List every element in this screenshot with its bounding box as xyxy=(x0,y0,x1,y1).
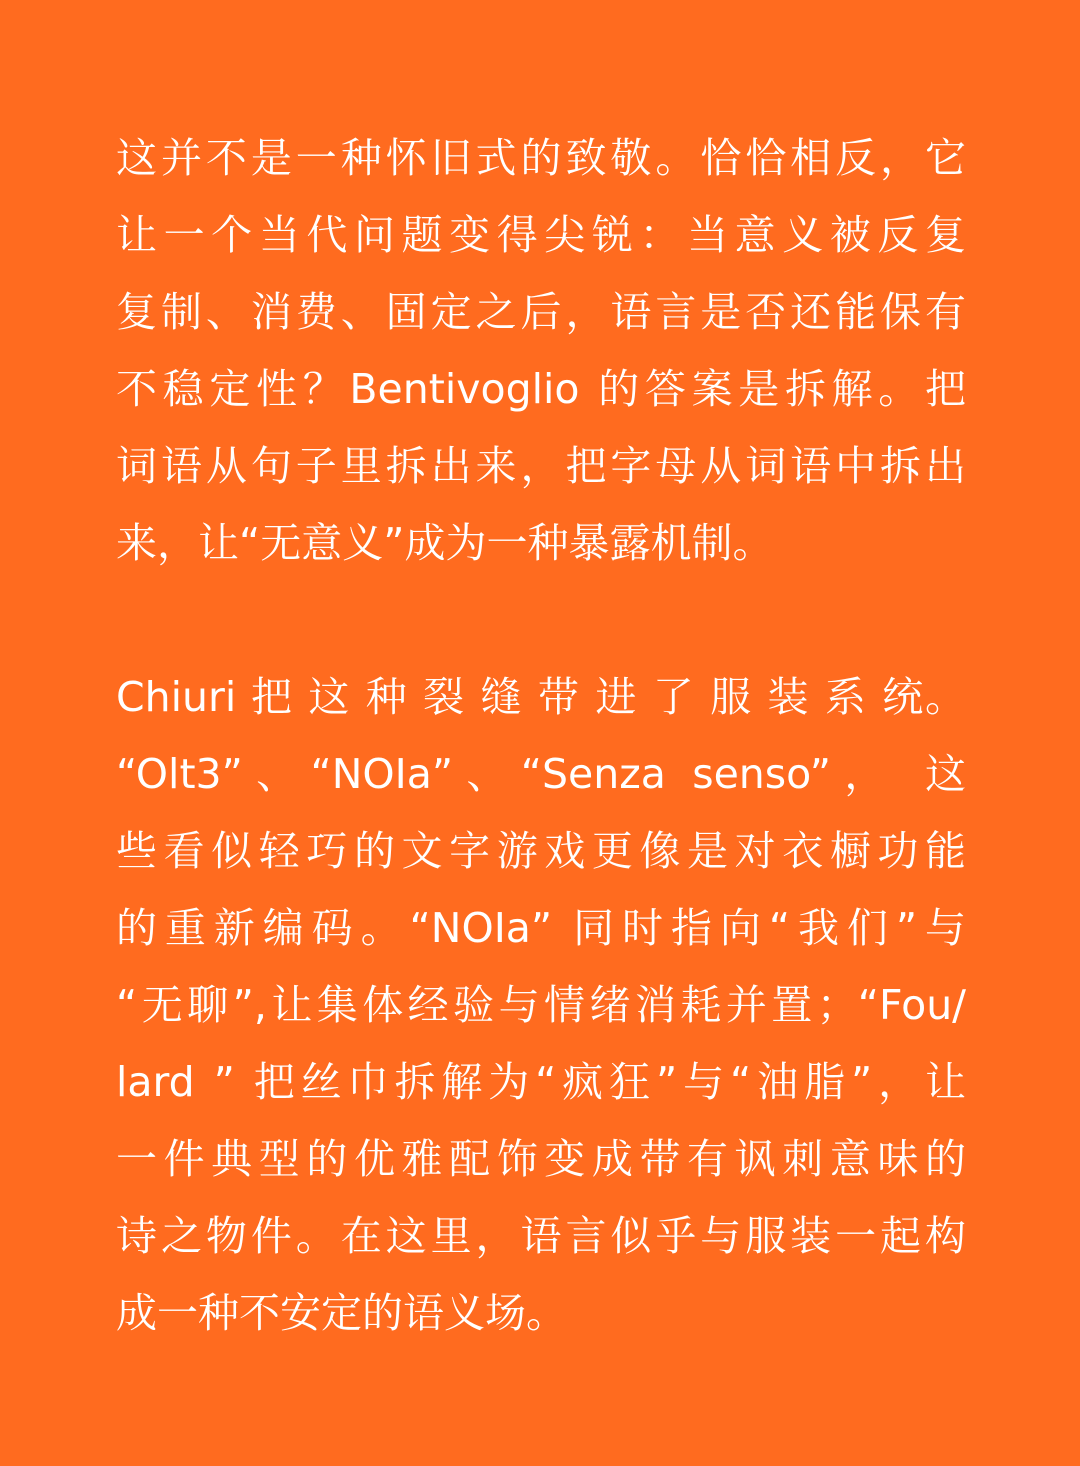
text-line: 一件典型的优雅配饰变成带有讽刺意味的 xyxy=(116,1135,966,1183)
text-line: “Olt3”、“NOIa”、“Senza senso”， 这 xyxy=(116,750,966,798)
text-line: 词语从句子里拆出来，把字母从词语中拆出 xyxy=(116,442,966,490)
text-line: 诗之物件。在这里，语言似乎与服装一起构 xyxy=(116,1212,966,1260)
paragraph-2 xyxy=(116,659,966,1352)
article-body xyxy=(116,120,966,1352)
text-line: 些看似轻巧的文字游戏更像是对衣橱功能 xyxy=(116,827,966,875)
text-line: 让一个当代问题变得尖锐：当意义被反复 xyxy=(116,211,966,259)
text-line: 复制、消费、固定之后，语言是否还能保有 xyxy=(116,288,966,336)
text-line: 的重新编码。“NOIa” 同时指向“我们”与 xyxy=(116,904,966,952)
text-line: lard ” 把丝巾拆解为“疯狂”与“油脂”，让 xyxy=(116,1058,966,1106)
text-line: “无聊”,让集体经验与情绪消耗并置；“Fou/ xyxy=(116,981,966,1029)
paragraph-1 xyxy=(116,120,966,582)
text-line: 这并不是一种怀旧式的致敬。恰恰相反，它 xyxy=(116,134,966,182)
text-line: 不稳定性？Bentivoglio 的答案是拆解。把 xyxy=(116,365,966,413)
text-line: Chiuri 把 这 种 裂 缝 带 进 了 服 装 系 统。 xyxy=(116,673,966,721)
text-line: 成一种不安定的语义场。 xyxy=(116,1289,567,1337)
text-line: 来，让“无意义”成为一种暴露机制。 xyxy=(116,519,774,567)
